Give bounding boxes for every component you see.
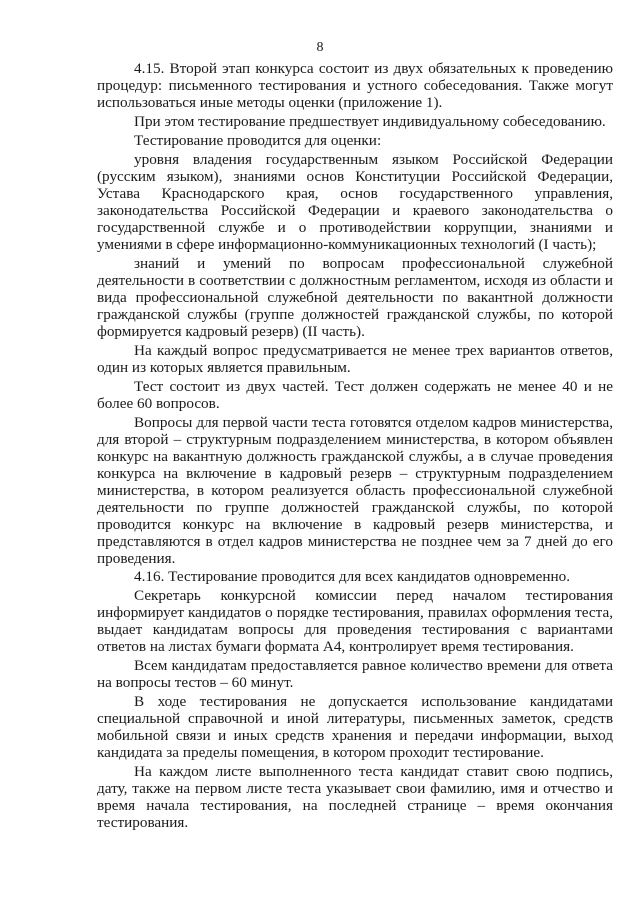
paragraph-question-preparation: Вопросы для первой части теста готовятся отделом кадров министерства, для второй – структурным подразделением министерства, в котором объявлен конкурс на вакантную должность гражданской службы, а в случае проведения конкурса на включение в кадровый резерв – структурным подразделением министерства, в котором реализуется область профессиональной служебной деятельности по группе должностей гражданской службы, по которой проводится конкурс на включение в кадровый резерв министерства, и представляются в отдел кадров министерства не позднее чем за 7 дней до его проведения.	[97, 414, 613, 567]
paragraph-time-limit: Всем кандидатам предоставляется равное количество времени для ответа на вопросы тестов – 60 минут.	[97, 657, 613, 691]
paragraph-4-15: 4.15. Второй этап конкурса состоит из двух обязательных к проведению процедур: письменного тестирования и устного собеседования. Также могут использоваться иные методы оценки (приложение 1).	[97, 60, 613, 111]
page-number: 8	[316, 40, 324, 55]
paragraph-part-one: уровня владения государственным языком Российской Федерации (русским языком), знаниями основ Конституции Российской Федерации, Устава Краснодарского края, основ государственного управления, законодательства Российской Федерации и краевого законодательства о государственной службе и о противодействии коррупции, знаниями и умениями в сфере информационно-коммуникационных технологий (I часть);	[97, 151, 613, 253]
paragraph-answer-options: На каждый вопрос предусматривается не менее трех вариантов ответов, один из которых является правильным.	[97, 342, 613, 376]
document-body	[97, 60, 613, 833]
paragraph-sheet-signing: На каждом листе выполненного теста кандидат ставит свою подпись, дату, также на первом листе теста указывает свои фамилию, имя и отчество и время начала тестирования, на последней странице – время окончания тестирования.	[97, 763, 613, 831]
paragraph-4-16: 4.16. Тестирование проводится для всех кандидатов одновременно.	[134, 568, 571, 585]
paragraph-prohibitions: В ходе тестирования не допускается использование кандидатами специальной справочной и иной литературы, письменных заметок, средств мобильной связи и иных средств хранения и передачи информации, выход кандидата за пределы помещения, в котором проходит тестирование.	[97, 693, 613, 761]
paragraph-testing-purpose: Тестирование проводится для оценки:	[134, 132, 382, 149]
paragraph-test-parts: Тест состоит из двух частей. Тест должен содержать не менее 40 и не более 60 вопросов.	[97, 378, 613, 412]
paragraph-testing-precedes-interview: При этом тестирование предшествует индивидуальному собеседованию.	[134, 113, 606, 130]
paragraph-secretary-duties: Секретарь конкурсной комиссии перед началом тестирования информирует кандидатов о порядке тестирования, правилах оформления теста, выдает кандидатам вопросы для проведения тестирования с вариантами ответов на листах бумаги формата А4, контролирует время тестирования.	[97, 587, 613, 655]
paragraph-part-two: знаний и умений по вопросам профессиональной служебной деятельности в соответствии с должностным регламентом, исходя из области и вида профессиональной служебной деятельности по вакантной должности гражданской службы (группе должностей гражданской службы, по которой формируется кадровый резерв) (II часть).	[97, 255, 613, 340]
